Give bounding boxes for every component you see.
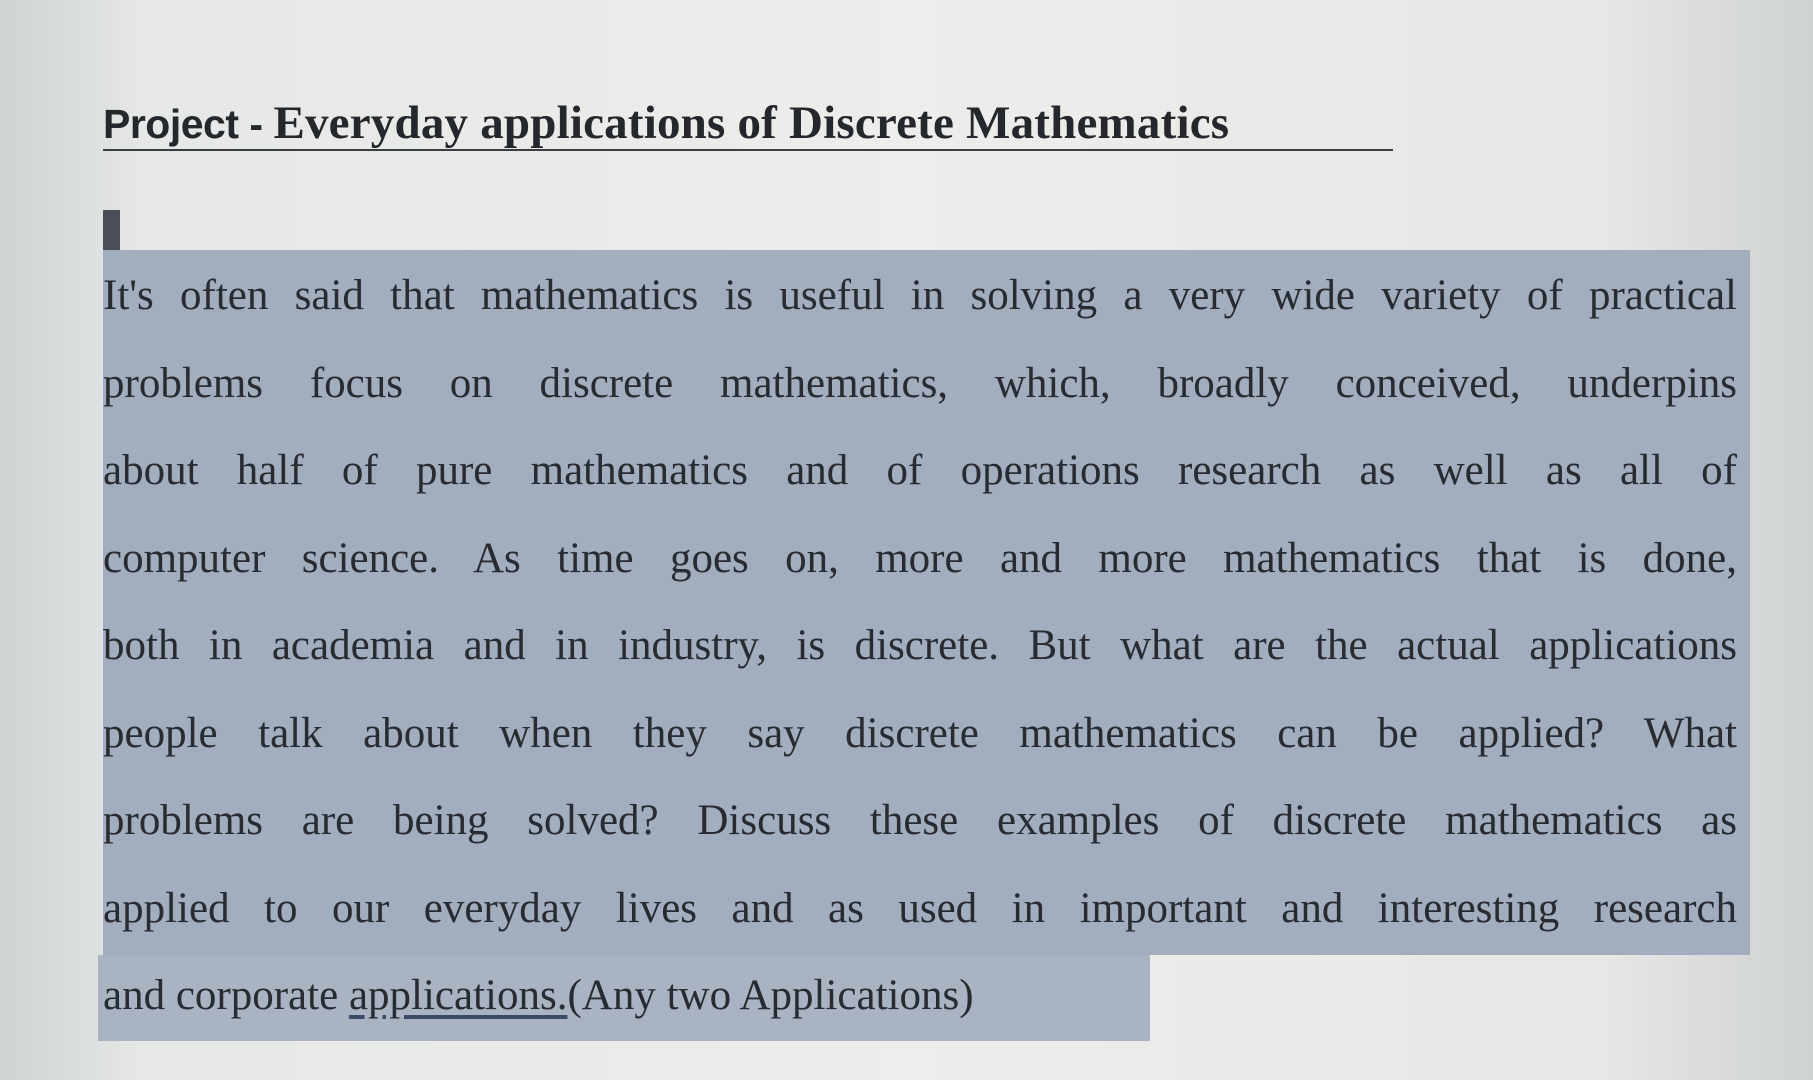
paragraph-line-5: both in academia and in industry, is discrete. But what are the actual applications xyxy=(103,622,1737,669)
heading-underline xyxy=(103,149,1393,151)
paragraph-line-4: computer science. As time goes on, more and more mathematics that is done, xyxy=(103,534,1737,582)
paragraph-line-1: It's often said that mathematics is useful in solving a very wide variety of practical xyxy=(103,272,1737,319)
paragraph-line-6: people talk about when they say discrete mathematics can be applied? What xyxy=(103,709,1737,757)
heading-prefix: Project - xyxy=(103,101,274,147)
document-heading xyxy=(103,96,1229,150)
selected-paragraph[interactable] xyxy=(103,252,1737,1040)
paragraph-line-3: about half of pure mathematics and of operations research as well as all of xyxy=(103,447,1737,494)
paragraph-line-2: problems focus on discrete mathematics, which, broadly conceived, underpins xyxy=(103,359,1737,407)
paragraph-line-9 xyxy=(103,952,1737,1040)
last-line-start: and corporate xyxy=(103,972,349,1019)
heading-title: Everyday applications of Discrete Mathematics xyxy=(273,97,1230,149)
paragraph-line-8: applied to our everyday lives and as used in important and interesting research xyxy=(103,884,1737,932)
paragraph-line-7: problems are being solved? Discuss these examples of discrete mathematics as xyxy=(103,797,1737,844)
applications-link[interactable]: applications. xyxy=(348,972,568,1019)
last-line-end: (Any two Applications) xyxy=(567,972,974,1019)
